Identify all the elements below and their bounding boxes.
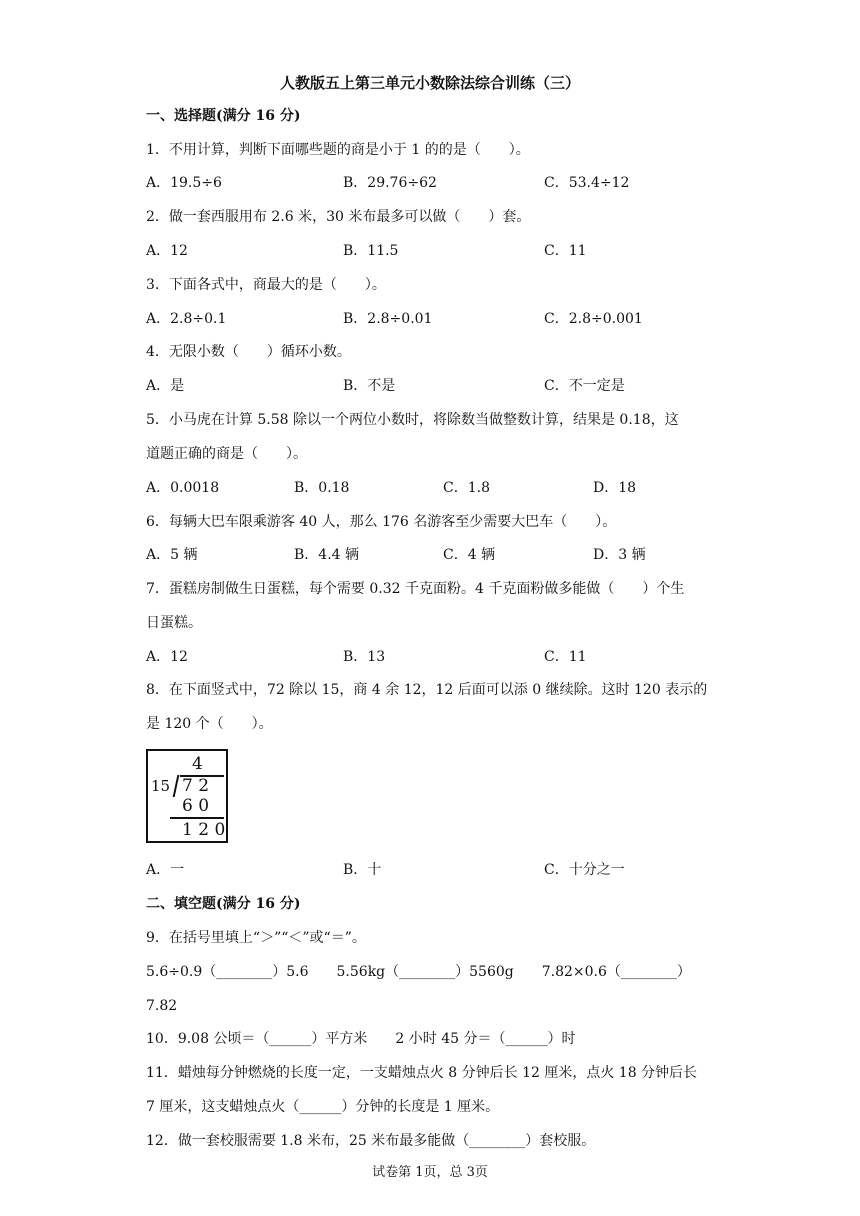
question-7-option-b: B．13 bbox=[343, 649, 386, 665]
page-title: 人教版五上第三单元小数除法综合训练（三） bbox=[279, 74, 580, 92]
question-5-option-a: A．0.0018 bbox=[146, 480, 220, 496]
question-5-option-c: C．1.8 bbox=[443, 480, 490, 496]
division-remainder: 1 2 0 bbox=[182, 820, 226, 840]
question-1-option-c: C．53.4÷12 bbox=[544, 175, 630, 191]
division-product: 6 0 bbox=[182, 796, 210, 816]
question-7-option-a: A．12 bbox=[146, 649, 188, 665]
question-8-stem-line2: 是 120 个（ ）。 bbox=[146, 716, 273, 732]
question-1-option-b: B．29.76÷62 bbox=[343, 175, 437, 191]
question-7-stem-line2: 日蛋糕。 bbox=[146, 615, 202, 631]
question-4-stem: 4．无限小数（ ）循环小数。 bbox=[146, 344, 351, 360]
question-5-stem-line1: 5．小马虎在计算 5.58 除以一个两位小数时，将除数当做整数计算，结果是 0.18，这 bbox=[146, 412, 679, 428]
division-subtract-line bbox=[170, 817, 224, 819]
division-bar bbox=[180, 775, 224, 777]
question-11-line1: 11．蜡烛每分钟燃烧的长度一定，一支蜡烛点火 8 分钟后长 12 厘米，点火 18 分钟后长 bbox=[146, 1065, 698, 1081]
question-4-option-b: B．不是 bbox=[343, 378, 396, 394]
question-6-stem: 6．每辆大巴车限乘游客 40 人，那么 176 名游客至少需要大巴车（ ）。 bbox=[146, 514, 617, 530]
question-3-stem: 3．下面各式中，商最大的是（ ）。 bbox=[146, 277, 386, 293]
question-3-option-a: A．2.8÷0.1 bbox=[146, 311, 227, 327]
question-1-option-a: A．19.5÷6 bbox=[146, 175, 222, 191]
question-8-option-c: C．十分之一 bbox=[544, 862, 625, 878]
division-dividend: 7 2 bbox=[182, 776, 210, 796]
question-5-option-b: B．0.18 bbox=[294, 480, 350, 496]
question-3-option-b: B．2.8÷0.01 bbox=[343, 311, 433, 327]
question-5-stem-line2: 道题正确的商是（ ）。 bbox=[146, 446, 307, 462]
question-6-option-b: B．4.4 辆 bbox=[294, 547, 360, 563]
section-heading-choice: 一、选择题(满分 16 分) bbox=[146, 108, 301, 124]
question-6-option-a: A．5 辆 bbox=[146, 547, 198, 563]
question-2-option-a: A．12 bbox=[146, 243, 188, 259]
question-2-option-c: C．11 bbox=[544, 243, 587, 259]
question-4-option-a: A．是 bbox=[146, 378, 185, 394]
long-division-figure bbox=[146, 749, 228, 843]
question-5-option-d: D．18 bbox=[593, 480, 637, 496]
division-divisor: 15 bbox=[151, 777, 171, 795]
question-2-stem: 2．做一套西服用布 2.6 米，30 米布最多可以做（ ）套。 bbox=[146, 209, 531, 225]
division-bracket bbox=[173, 775, 179, 797]
question-7-stem-line1: 7．蛋糕房制做生日蛋糕，每个需要 0.32 千克面粉。4 千克面粉做多能做（ ）个生 bbox=[146, 581, 685, 597]
question-6-option-d: D．3 辆 bbox=[593, 547, 646, 563]
question-8-option-a: A．一 bbox=[146, 862, 185, 878]
question-9-line2: 7.82 bbox=[146, 998, 178, 1014]
section-heading-fill: 二、填空题(满分 16 分) bbox=[146, 896, 301, 912]
division-quotient: 4 bbox=[192, 754, 203, 774]
page-footer: 试卷第 1页，总 3页 bbox=[372, 1165, 488, 1180]
question-10-stem: 10．9.08 公顷＝（______）平方米 2 小时 45 分＝（______）时 bbox=[146, 1031, 576, 1047]
question-7-option-c: C．11 bbox=[544, 649, 587, 665]
question-8-option-b: B．十 bbox=[343, 862, 382, 878]
question-3-option-c: C．2.8÷0.001 bbox=[544, 311, 643, 327]
question-11-line2: 7 厘米，这支蜡烛点火（______）分钟的长度是 1 厘米。 bbox=[146, 1099, 500, 1115]
question-9-stem: 9．在括号里填上“＞”“＜”或“＝”。 bbox=[146, 930, 366, 946]
question-12-stem: 12．做一套校服需要 1.8 米布，25 米布最多能做（________）套校服。 bbox=[146, 1133, 596, 1149]
question-6-option-c: C．4 辆 bbox=[443, 547, 496, 563]
question-1-stem: 1．不用计算，判断下面哪些题的商是小于 1 的的是（ ）。 bbox=[146, 142, 530, 158]
question-2-option-b: B．11.5 bbox=[343, 243, 399, 259]
question-9-line1: 5.6÷0.9（________）5.6 5.56kg（________）5560g 7.82×0.6（________） bbox=[146, 964, 691, 980]
question-4-option-c: C．不一定是 bbox=[544, 378, 625, 394]
question-8-stem-line1: 8．在下面竖式中，72 除以 15，商 4 余 12，12 后面可以添 0 继续除。这时 120 表示的 bbox=[146, 682, 708, 698]
